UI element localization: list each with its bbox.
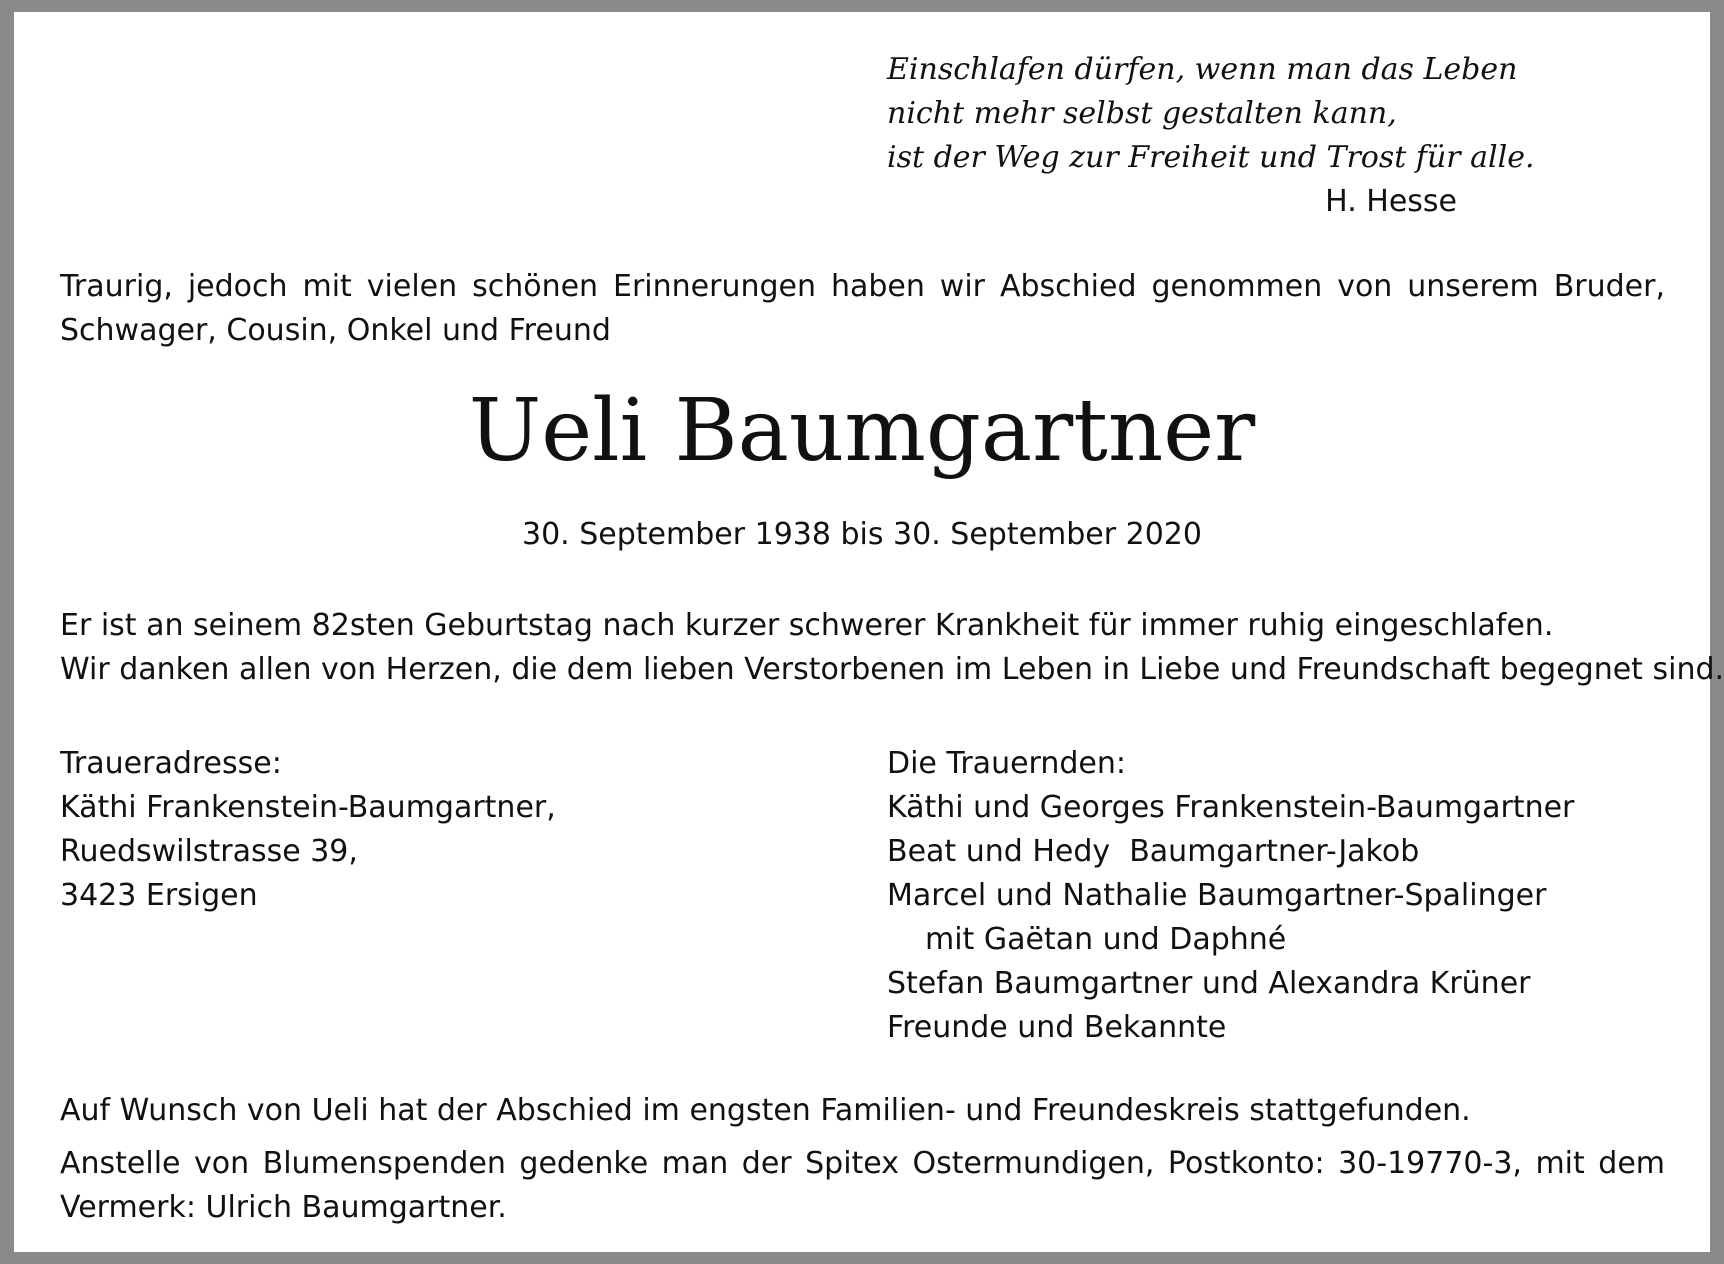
statement-paragraph — [60, 604, 1724, 692]
statement-line: Wir danken allen von Herzen, die dem lieben Verstorbenen im Leben in Liebe und Freundschaft begegnet sind. — [60, 652, 1724, 687]
mourners-heading: Die Trauernden: — [887, 746, 1126, 781]
address-line: 3423 Ersigen — [60, 878, 258, 913]
mourner-line: Marcel und Nathalie Baumgartner-Spalinger — [887, 878, 1547, 913]
mourner-line: Freunde und Bekannte — [887, 1010, 1227, 1045]
address-line: Käthi Frankenstein-Baumgartner, — [60, 790, 556, 825]
mourners-list — [887, 742, 1574, 1050]
quote-line: nicht mehr selbst gestalten kann, — [887, 96, 1397, 131]
life-dates: 30. September 1938 bis 30. September 2020 — [522, 517, 1202, 552]
statement-line: Er ist an seinem 82sten Geburtstag nach kurzer schwerer Krankheit für immer ruhig eingeschlafen. — [60, 608, 1554, 643]
mourner-line: mit Gaëtan und Daphné — [925, 922, 1287, 957]
hesse-quote — [887, 48, 1535, 224]
mourner-line: Käthi und Georges Frankenstein-Baumgartner — [887, 790, 1575, 825]
intro-paragraph: Traurig, jedoch mit vielen schönen Erinnerungen haben wir Abschied genommen von unserem Bruder, Schwager, Cousin, Onkel und Freund — [60, 269, 1665, 348]
address-line: Ruedswilstrasse 39, — [60, 834, 358, 869]
obituary-page — [14, 12, 1724, 1252]
mourning-address — [60, 742, 556, 918]
quote-author: H. Hesse — [1325, 184, 1457, 219]
mourner-line: Beat und Hedy Baumgartner-Jakob — [887, 834, 1420, 869]
quote-line: Einschlafen dürfen, wenn man das Leben — [887, 52, 1518, 87]
farewell-note: Auf Wunsch von Ueli hat der Abschied im engsten Familien- und Freundeskreis stattgefunden. — [60, 1093, 1471, 1128]
address-heading: Traueradresse: — [60, 746, 282, 781]
mourner-line: Stefan Baumgartner und Alexandra Krüner — [887, 966, 1531, 1001]
deceased-name: Ueli Baumgartner — [468, 381, 1256, 481]
donation-note: Anstelle von Blumenspenden gedenke man der Spitex Ostermundigen, Postkonto: 30-19770-3, mit dem Vermerk: Ulrich Baumgartner. — [60, 1146, 1665, 1225]
quote-line: ist der Weg zur Freiheit und Trost für alle. — [887, 140, 1535, 175]
